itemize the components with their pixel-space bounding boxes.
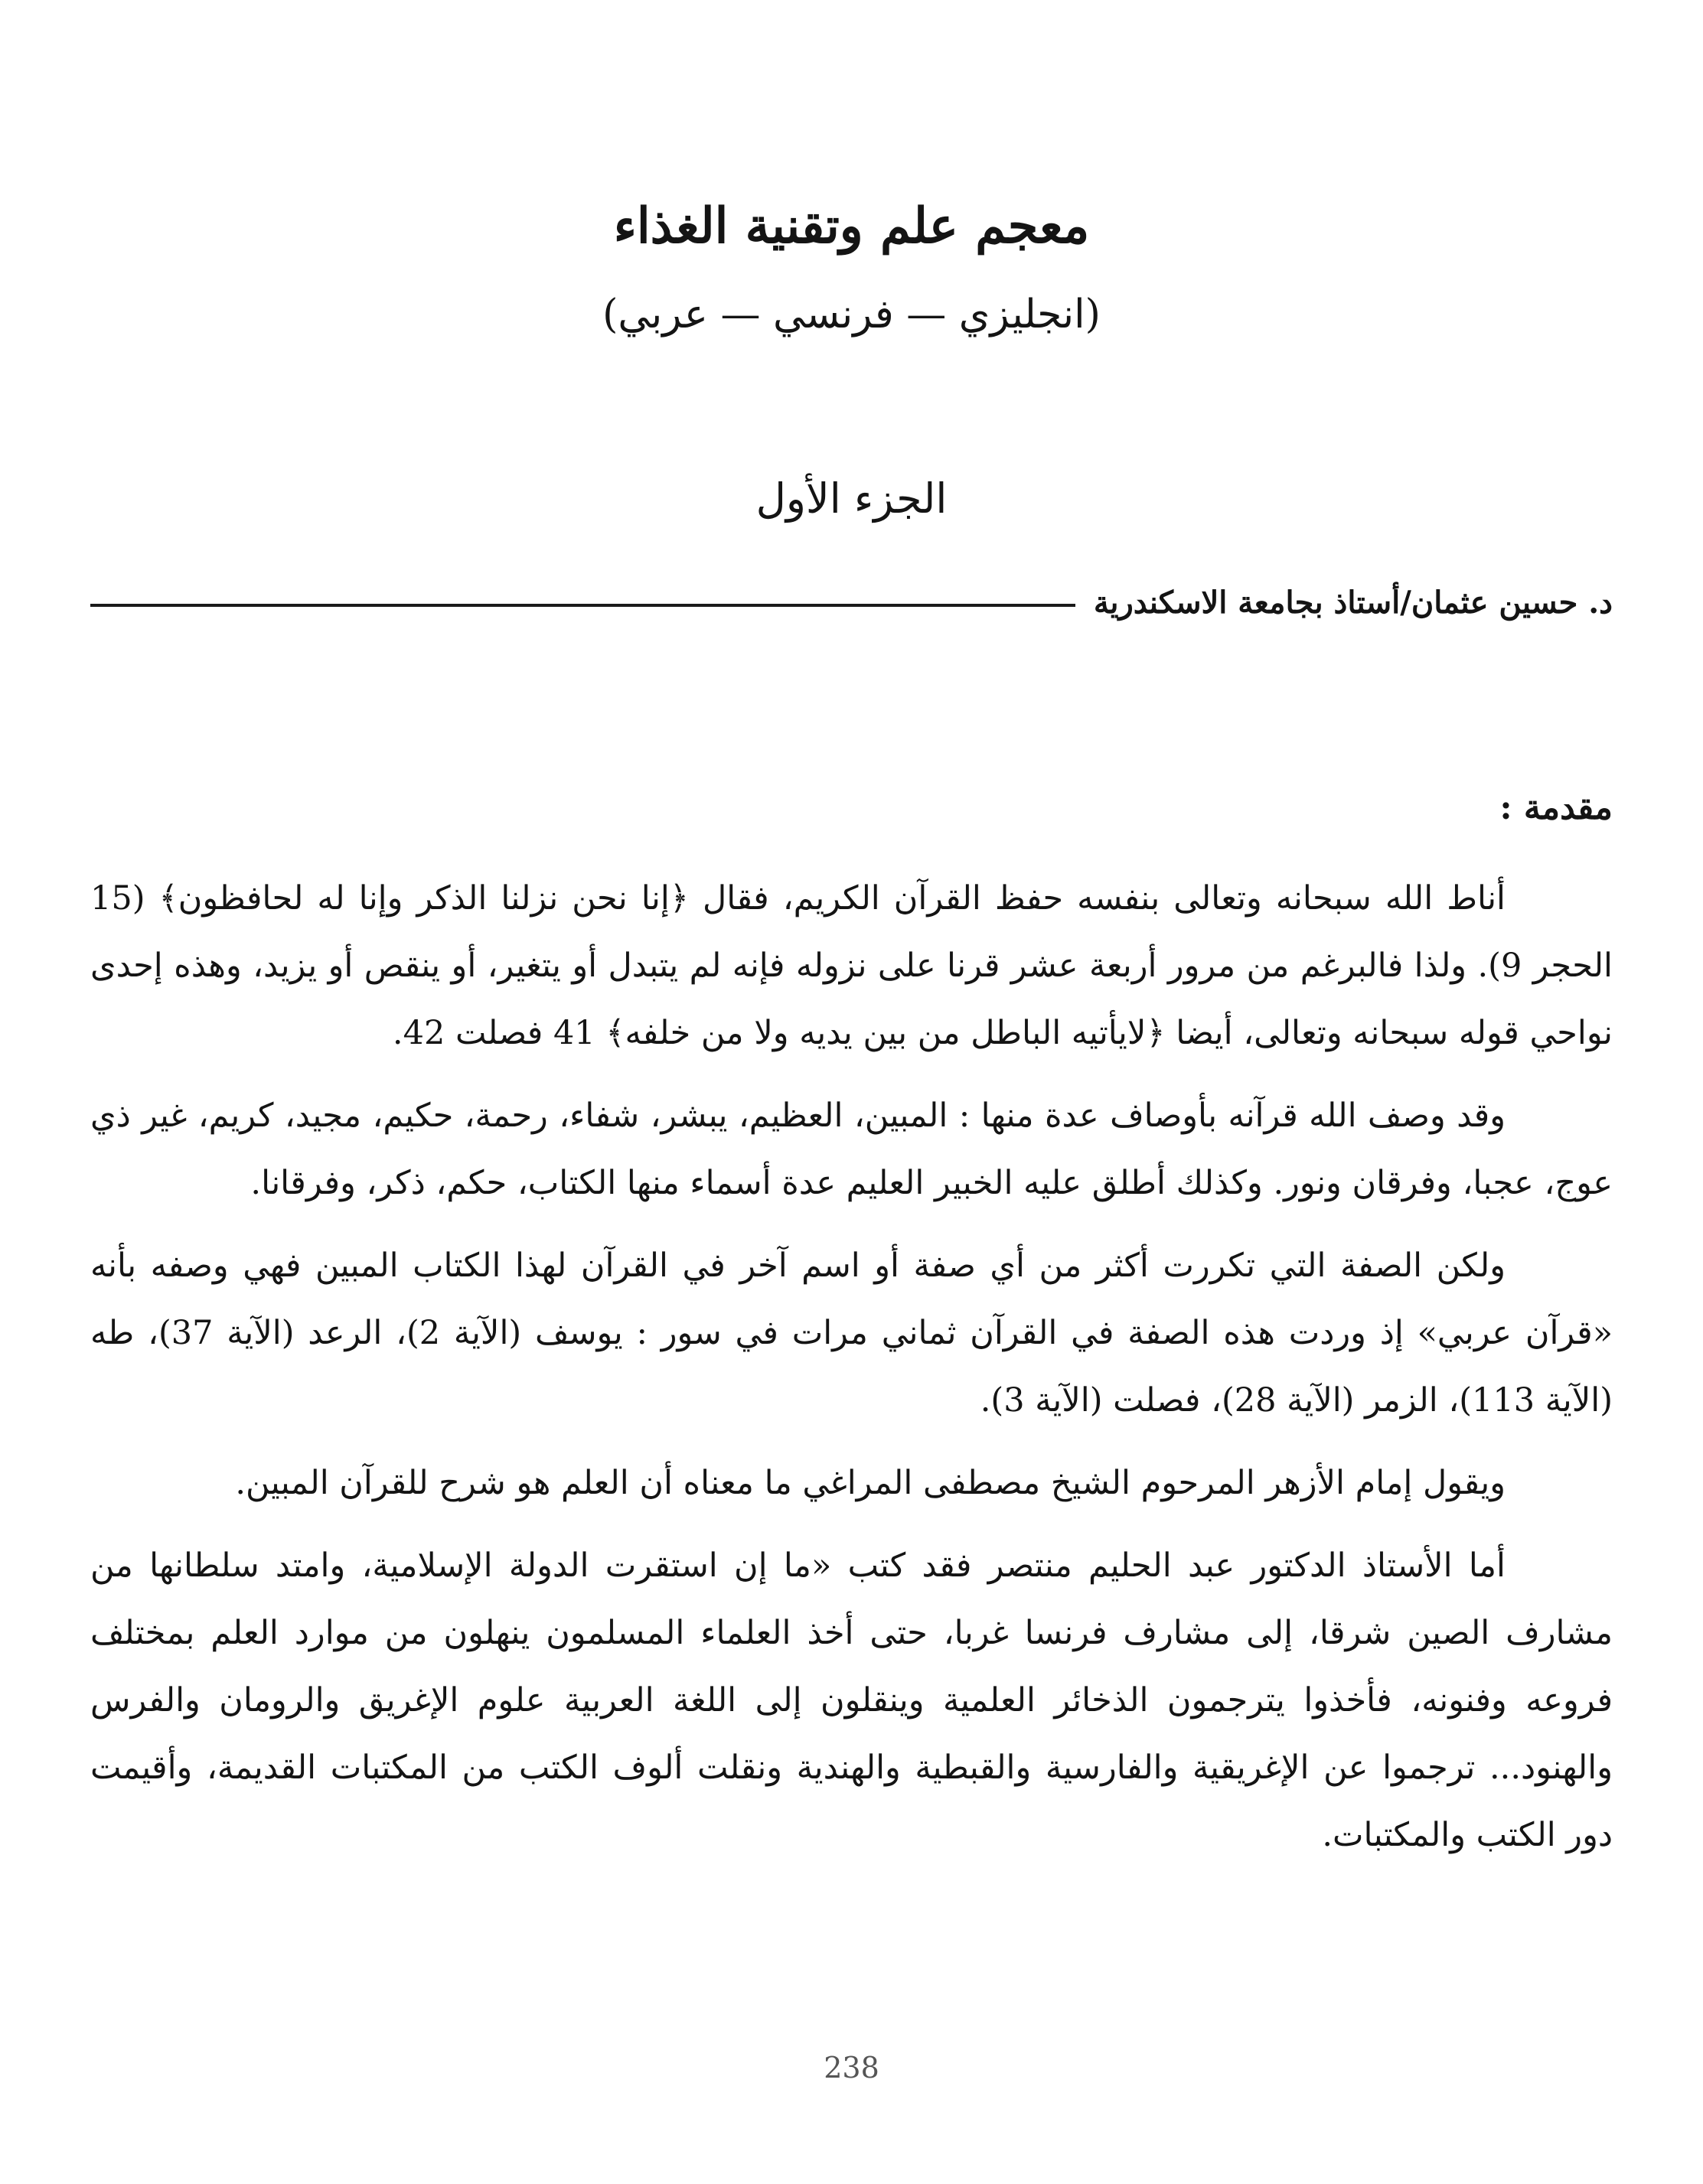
paragraph: وقد وصف الله قرآنه بأوصاف عدة منها : المبين، العظيم، يبشر، شفاء، رحمة، حكيم، مجيد، كريم، غير ذي عوج، عجبا، وفرقان ونور. وكذلك أطلق عليه الخبير العليم عدة أسماء منها الكتاب، حكم، ذكر، وفرقانا. xyxy=(90,1097,1613,1202)
page-number: 238 xyxy=(824,2051,879,2085)
document-subtitle: (انجليزي — فرنسي — عربي) xyxy=(602,292,1101,337)
part-label: الجزء الأول xyxy=(755,474,948,523)
author-name: د. حسين عثمان/أستاذ بجامعة الاسكندرية xyxy=(1093,584,1613,621)
paragraph: ويقول إمام الأزهر المرحوم الشيخ مصطفى المراغي ما معناه أن العلم هو شرح للقرآن المبين. xyxy=(235,1464,1506,1502)
author-line xyxy=(90,575,1613,629)
body-text xyxy=(90,865,1613,1884)
paragraph: أناط الله سبحانه وتعالى بنفسه حفظ القرآن الكريم، فقال ﴿إنا نحن نزلنا الذكر وإنا له لحافظون﴾ (15 الحجر 9). ولذا فالبرغم من مرور أربعة عشر قرنا على نزوله فإنه لم يتبدل أو يتغير، أو ينقص أو يزيد، وهذه إحدى نواحي قوله سبحانه وتعالى، أيضا ﴿لايأتيه الباطل من بين يديه ولا من خلفه﴾ 41 فصلت 42. xyxy=(90,879,1613,1052)
paragraph: ولكن الصفة التي تكررت أكثر من أي صفة أو اسم آخر في القرآن لهذا الكتاب المبين فهي وصفه بأنه «قرآن عربي» إذ وردت هذه الصفة في القرآن ثماني مرات في سور : يوسف (الآية 2)، الرعد (الآية 37)، طه (الآية 113)، الزمر (الآية 28)، فصلت (الآية 3). xyxy=(90,1247,1613,1420)
horizontal-rule xyxy=(90,604,1075,607)
section-heading: مقدمة : xyxy=(1499,788,1613,827)
paragraph: أما الأستاذ الدكتور عبد الحليم منتصر فقد كتب «ما إن استقرت الدولة الإسلامية، وامتد سلطانها من مشارف الصين شرقا، إلى مشارف فرنسا غربا، حتى أخذ العلماء المسلمون ينهلون من موارد العلم بمختلف فروعه وفنونه، فأخذوا يترجمون الذخائر العلمية وينقلون إلى اللغة العربية علوم الإغريق والرومان والفرس والهنود... ترجموا عن الإغريقية والفارسية والقبطية والهندية ونقلت ألوف الكتب من المكتبات القديمة، وأقيمت دور الكتب والمكتبات. xyxy=(90,1547,1613,1854)
document-title: معجم علم وتقنية الغذاء xyxy=(613,197,1090,255)
